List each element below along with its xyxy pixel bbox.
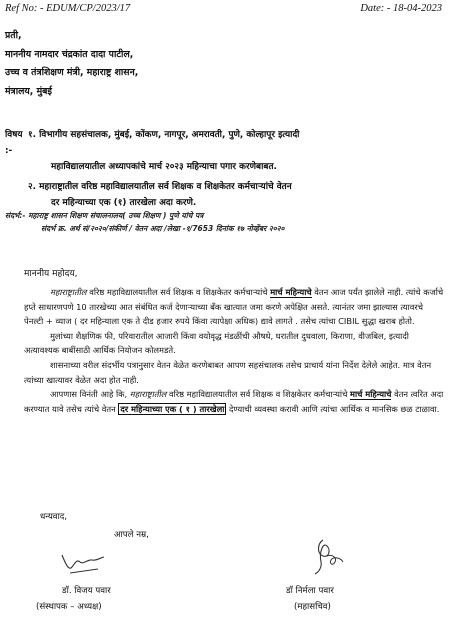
reference-line1: महाराष्ट्र शासन शिक्षण संचालनालय( उच्च शिक्षण ) पुणे यांचे पत्र [28, 211, 204, 220]
subject-item2-line1: २. महाराष्ट्रातील वरिष्ठ महाविद्यालयातील सर्व शिक्षक व शिक्षकेतर कर्मचाऱ्यांचे वेतन [28, 182, 292, 192]
signature-1 [58, 545, 106, 577]
body-text: देण्याची व्यवस्था करावी आणि त्यांचा आर्थिक व मानसिक छळ टाळावा. [226, 403, 440, 414]
paragraph-3: शासनाच्या वरील संदर्भीय पत्रानुसार वेतन वेळेत करणेबाबत आपण सहसंचालक तसेच प्राचार्य यांना निर्देश देलेले आहेत. मात्र वेतन त्यांच्या खात्यावर वेळेत अदा होत नाही. [24, 359, 432, 385]
body-text: वरिष्ठ महाविद्यालयातील सर्व शिक्षक व शिक्षकेतर कर्मचाऱ्यांचे [86, 287, 271, 297]
signatory2-role: (महासचिव) [294, 602, 331, 612]
closing-thanks: धन्यवाद, [40, 512, 68, 522]
signatory1-name: डॉ. विजय पवार [62, 586, 111, 596]
body-text: वरिष्ठ महाविद्यालयातील सर्व शिक्षक व शिक्षकेतर कर्मचाऱ्यांचे [166, 389, 350, 400]
paragraph-2: मुलांच्या शैक्षणिक फी, परिवारातील आजारी किंवा वयोवृद्ध मंडळींची औषधे, घरातील दुधवाला, किराणा, वीजबिल, इत्यादी अत्यावश्यक बाबींसाठी आर्थिक नियोजन कोलमडते. [24, 330, 409, 356]
emphasis-text: महाराष्ट्रातील [50, 287, 87, 297]
emphasis-text: महाराष्ट्रातील [129, 389, 167, 400]
boxed-text: दर महिन्याच्या एक ( १ ) तारखेला [120, 403, 225, 414]
signature-2 [303, 536, 347, 578]
closing-yours: आपले नम्र, [114, 530, 149, 540]
address-line: प्रती, [5, 30, 22, 41]
reference-line2: संदर्भ क्र. अर्थ सं/२०२०/संकीर्ण / वेतन अदा /लेखा -१/7653 दिनांक १७ नोव्हेंबर २०२० [41, 224, 285, 233]
body-text: आपणास विनंती आहे कि, [50, 389, 130, 400]
salutation: माननीय महोदय, [24, 269, 78, 279]
paragraph-4 [24, 387, 444, 416]
body-text: वेतन आज पर्यंत झालेले नाही. त्यांचे कर्जाचे हप्ते साधारणपणे 10 तारखेच्या आत संबंधित कर्ज देणाऱ्याच्या बँक खात्यात जमा करणे अपेक्षित असते. त्यानंतर जमा झाल्यास त्यावरचे पेनल्टी + व्याज ( दर महिन्याला एक ते दीड हजार रुपये किंवा त्यापेक्षा अधिक) द्यावे लागते . तसेच त्यांचा CIBIL सुद्धा खराब होतो. [24, 287, 444, 327]
address-line: उच्च व तंत्रशिक्षण मंत्री, महाराष्ट्र शासन, [5, 67, 139, 78]
highlight-text: मार्च महिन्याचे [270, 287, 312, 297]
subject-item2-line2: दर महिन्याच्या एक (१) तारखेला अदा करणे. [51, 198, 197, 208]
letter-header [5, 3, 442, 14]
reference-block [5, 209, 446, 235]
letter-body [24, 285, 444, 416]
reference-number: Ref No: - EDUM/CP/2023/17 [5, 3, 131, 14]
letter-date: Date: - 18-04-2023 [360, 3, 442, 14]
body-text: वेतन त्वरित अदा करण्यात यावे तसेच त्यांचे वेतन [24, 389, 444, 414]
address-line: माननीय नामदार चंद्रकांत दादा पाटील, [5, 48, 134, 60]
address-line: मंत्रालय, मुंबई [5, 85, 52, 97]
paragraph-1 [24, 285, 444, 329]
subject-block [5, 127, 446, 211]
signatory1-role: (संस्थापक – अध्यक्ष) [36, 602, 102, 612]
highlight-text: मार्च महिन्याचे [349, 389, 392, 400]
recipient-address [5, 27, 138, 101]
subject-label: विषय :- [5, 130, 23, 156]
reference-label: संदर्भ:- [5, 211, 26, 220]
subject-item1-line2: महाविद्यालयातील अध्यापकांचे मार्च २०२३ महिन्याचा पगार करणेबाबत. [51, 162, 277, 172]
subject-item1-line1: १. विभागीय सहसंचालक, मुंबई, कोंकण, नागपूर, अमरावती, पुणे, कोल्हापूर इत्यादी [28, 130, 300, 140]
signatory2-name: डॉ निर्मला पवार [286, 586, 334, 596]
